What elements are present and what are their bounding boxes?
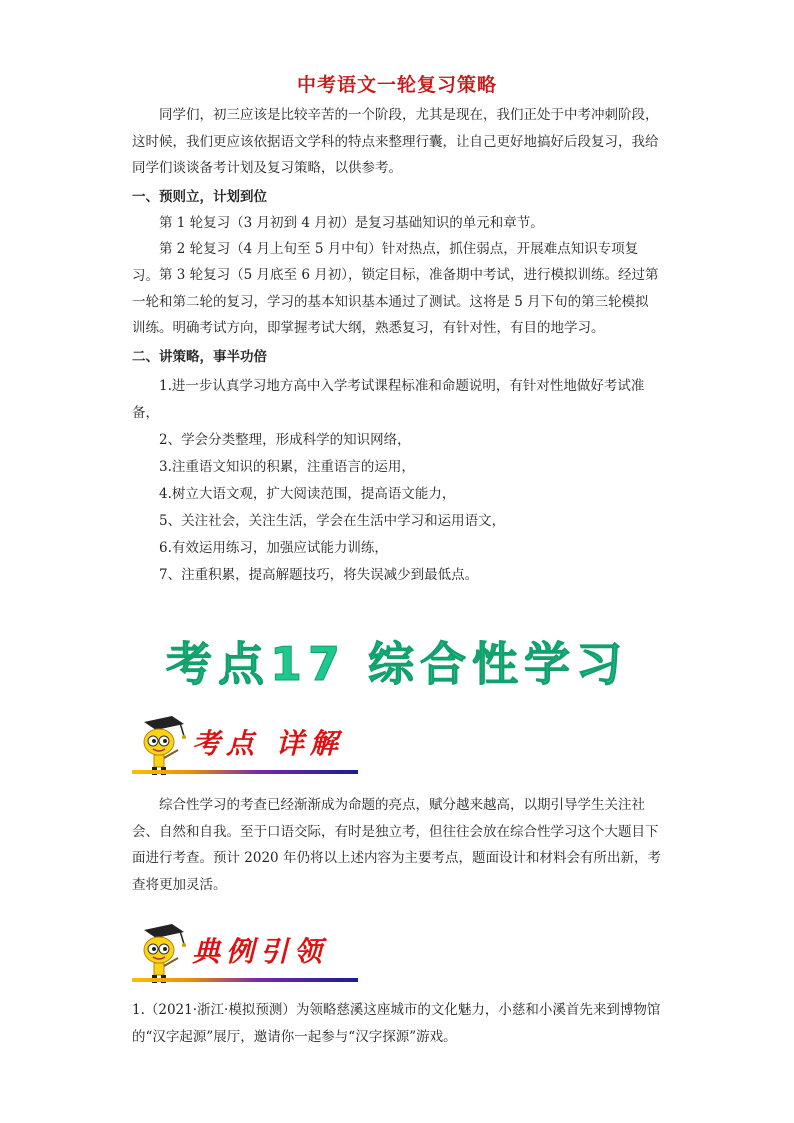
round1-text: 第 1 轮复习（3 月初到 4 月初）是复习基础知识的单元和章节。: [159, 215, 544, 231]
banner2-underline: [132, 978, 358, 982]
strategy-item: 3.注重语文知识的积累，注重语言的运用，: [159, 459, 415, 475]
section1-heading: 一、预则立，计划到位: [132, 189, 267, 205]
strategy-item: 2、学会分类整理，形成科学的知识网络，: [159, 432, 411, 448]
strategy-item: 5、关注社会，关注生活，学会在生活中学习和运用语文，: [159, 513, 506, 529]
strategy-item: 7、注重积累，提高解题技巧，将失误减少到最低点。: [159, 567, 479, 583]
detail-paragraph: 综合性学习的考查已经渐渐成为命题的亮点，赋分越来越高，以期引导学生关注社会、自然和自我。至于口语交际，有时是独立考，但往往会放在综合性学习这个大题目下面进行考查。预计 2020 年仍将以上述内容为主要考点，题面设计和材料会有所出新，考查将更加灵活。: [132, 797, 661, 893]
section2-heading: 二、讲策略，事半功倍: [132, 349, 267, 365]
graduate-mascot-icon: [132, 712, 190, 778]
document-title: 中考语文一轮复习策略: [296, 74, 497, 96]
banner-kaodian-xiangjie: [132, 712, 358, 778]
banner2-label: 典例引领: [192, 935, 329, 968]
round2-text: 第 2 轮复习（4 月上旬至 5 月中旬）针对热点，抓住弱点，开展难点知识专项复习。: [132, 241, 639, 284]
strategy-item: 1.进一步认真学习地方高中入学考试课程标准和命题说明，有针对性地做好考试准备，: [132, 378, 645, 421]
banner1-underline: [132, 770, 358, 774]
strategy-item: 4.树立大语文观，扩大阅读范围，提高语文能力，: [159, 486, 456, 502]
strategy-item: 6.有效运用练习，加强应试能力训练，: [159, 540, 388, 556]
intro-paragraph: 同学们，初三应该是比较辛苦的一个阶段，尤其是现在，我们正处于中考冲刺阶段，这时候，我们更应该依据语文学科的特点来整理行囊，让自己更好地搞好后段复习，我给同学们谈谈备考计划及复习策略，以供参考。: [132, 107, 659, 176]
graduate-mascot-icon: [132, 920, 190, 986]
round3-text: 第 3 轮复习（5 月底至 6 月初），锁定目标，准备期中考试，进行模拟训练。经过第一轮和第二轮的复习，学习的基本知识基本通过了测试。这将是 5 月下旬的第三轮模拟训练。明确考试方向，即掌握考试大纲，熟悉复习，有针对性，有目的地学习。: [132, 267, 659, 336]
topic-title: 考点17 综合性学习: [165, 637, 629, 691]
banner1-label: 考点 详解: [192, 727, 344, 760]
example-question: 1.（2021·浙江·模拟预测）为领略慈溪这座城市的文化魅力，小慈和小溪首先来到博物馆的“汉字起源”展厅，邀请你一起参与“汉字探源”游戏。: [132, 1002, 661, 1045]
banner-dianli-yinling: [132, 920, 358, 986]
